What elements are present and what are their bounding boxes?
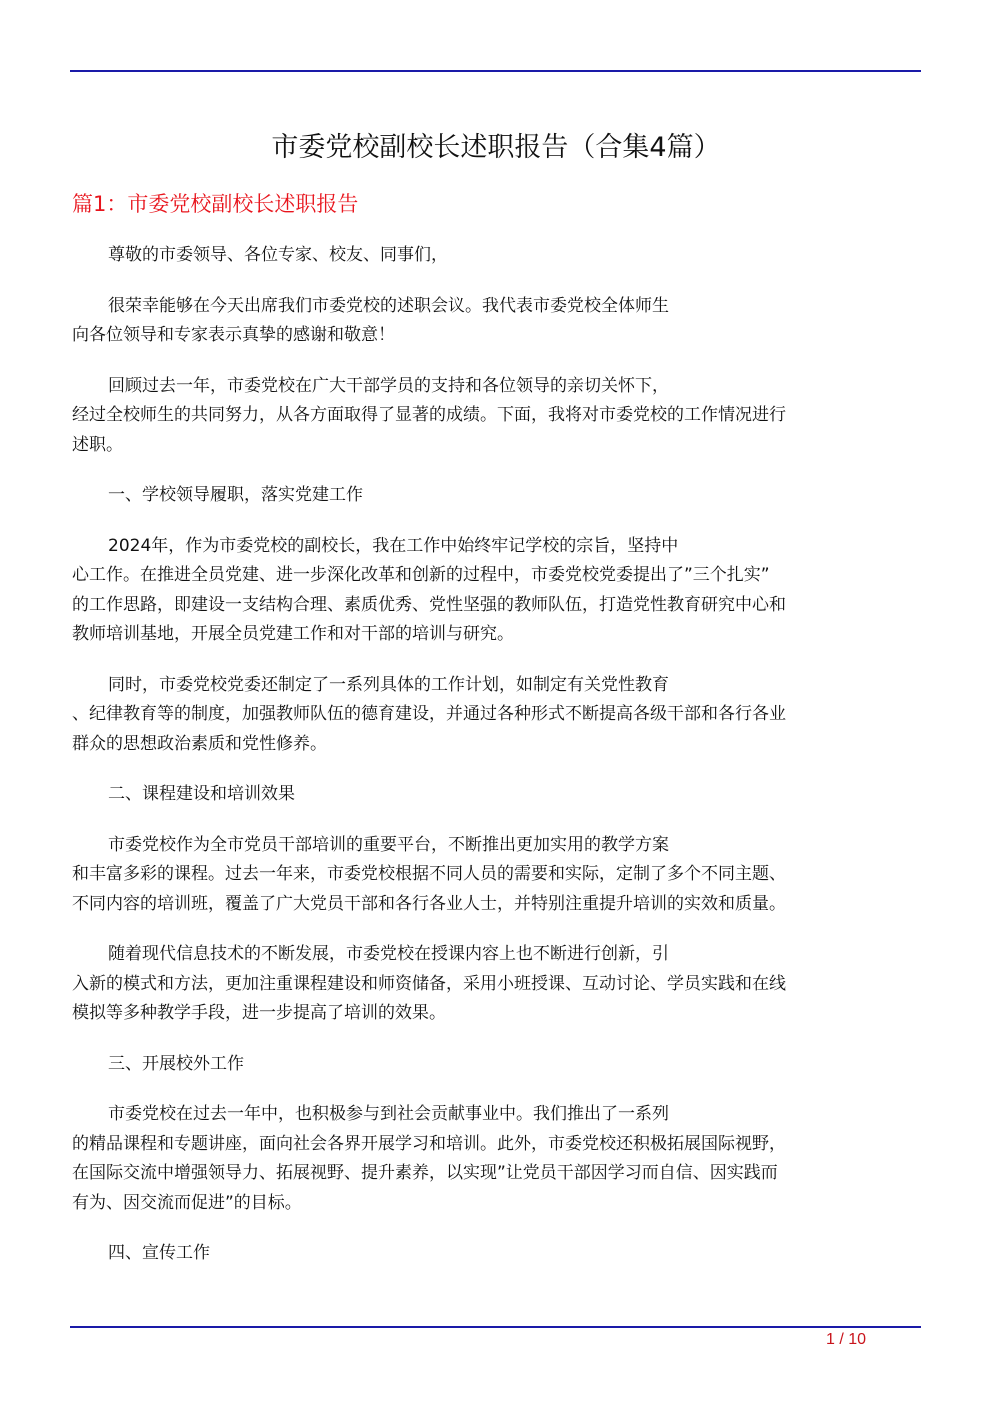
- paragraph-line: 心工作。在推进全员党建、进一步深化改革和创新的过程中，市委党校党委提出了”三个扎实”: [72, 565, 770, 585]
- document-title: 市委党校副校长述职报告（合集4篇）: [271, 132, 721, 163]
- paragraph-line: 入新的模式和方法，更加注重课程建设和师资储备，采用小班授课、互动讨论、学员实践和在线: [72, 973, 786, 994]
- paragraph-line: 和丰富多彩的课程。过去一年来，市委党校根据不同人员的需要和实际，定制了多个不同主题、: [72, 864, 786, 884]
- paragraph: [72, 1239, 922, 1269]
- paragraph-line: 述职。: [72, 434, 123, 455]
- paragraph-line: 回顾过去一年，市委党校在广大干部学员的支持和各位领导的亲切关怀下，: [108, 375, 669, 396]
- paragraph-line: 在国际交流中增强领导力、拓展视野、提升素养，以实现”让党员干部因学习而自信、因实践而: [72, 1163, 778, 1183]
- paragraph-line: 二、课程建设和培训效果: [108, 784, 295, 804]
- paragraph: [72, 1100, 922, 1218]
- paragraph-line: 很荣幸能够在今天出席我们市委党校的述职会议。我代表市委党校全体师生: [108, 295, 669, 316]
- paragraph-line: 市委党校作为全市党员干部培训的重要平台，不断推出更加实用的教学方案: [108, 834, 669, 855]
- paragraph: [72, 1050, 922, 1080]
- page-number: 1 / 10: [826, 1331, 867, 1348]
- paragraph-line: 群众的思想政治素质和党性修养。: [72, 733, 327, 754]
- header-rule: [70, 70, 921, 72]
- paragraph-line: 、纪律教育等的制度，加强教师队伍的德育建设，并通过各种形式不断提高各级干部和各行各业: [72, 704, 786, 724]
- footer-rule: [70, 1326, 921, 1328]
- paragraph-line: 向各位领导和专家表示真挚的感谢和敬意！: [72, 325, 395, 345]
- paragraph: [72, 241, 922, 271]
- paragraph: [72, 372, 922, 461]
- paragraph: [72, 671, 922, 760]
- paragraph-line: 不同内容的培训班，覆盖了广大党员干部和各行各业人士，并特别注重提升培训的实效和质量。: [72, 893, 786, 914]
- paragraph-line: 教师培训基地，开展全员党建工作和对干部的培训与研究。: [72, 624, 514, 644]
- paragraph: [72, 481, 922, 511]
- paragraph-line: 的精品课程和专题讲座，面向社会各界开展学习和培训。此外，市委党校还积极拓展国际视野，: [72, 1133, 786, 1154]
- paragraph-line: 三、开展校外工作: [108, 1053, 244, 1074]
- paragraph-line: 随着现代信息技术的不断发展，市委党校在授课内容上也不断进行创新，引: [108, 944, 669, 964]
- paragraph: [72, 831, 922, 920]
- paragraph: [72, 292, 922, 351]
- paragraph-line: 有为、因交流而促进”的目标。: [72, 1192, 302, 1213]
- paragraph-line: 尊敬的市委领导、各位专家、校友、同事们，: [108, 245, 448, 265]
- paragraph: [72, 532, 922, 650]
- paragraph-line: 市委党校在过去一年中，也积极参与到社会贡献事业中。我们推出了一系列: [108, 1104, 669, 1124]
- document-body: [72, 241, 922, 1290]
- paragraph: [72, 780, 922, 810]
- paragraph-line: 的工作思路，即建设一支结构合理、素质优秀、党性坚强的教师队伍，打造党性教育研究中心和: [72, 594, 786, 615]
- paragraph-line: 同时，市委党校党委还制定了一系列具体的工作计划，如制定有关党性教育: [108, 674, 669, 695]
- paragraph-line: 一、学校领导履职，落实党建工作: [108, 485, 363, 505]
- paragraph-line: 四、宣传工作: [108, 1243, 210, 1263]
- paragraph-line: 模拟等多种教学手段，进一步提高了培训的效果。: [72, 1003, 446, 1023]
- paragraph-line: 经过全校师生的共同努力，从各方面取得了显著的成绩。下面，我将对市委党校的工作情况进行: [72, 405, 786, 425]
- paragraph: [72, 940, 922, 1029]
- paragraph-line: 2024年，作为市委党校的副校长，我在工作中始终牢记学校的宗旨，坚持中: [108, 535, 679, 556]
- section-heading: 篇1：市委党校副校长述职报告: [72, 192, 359, 216]
